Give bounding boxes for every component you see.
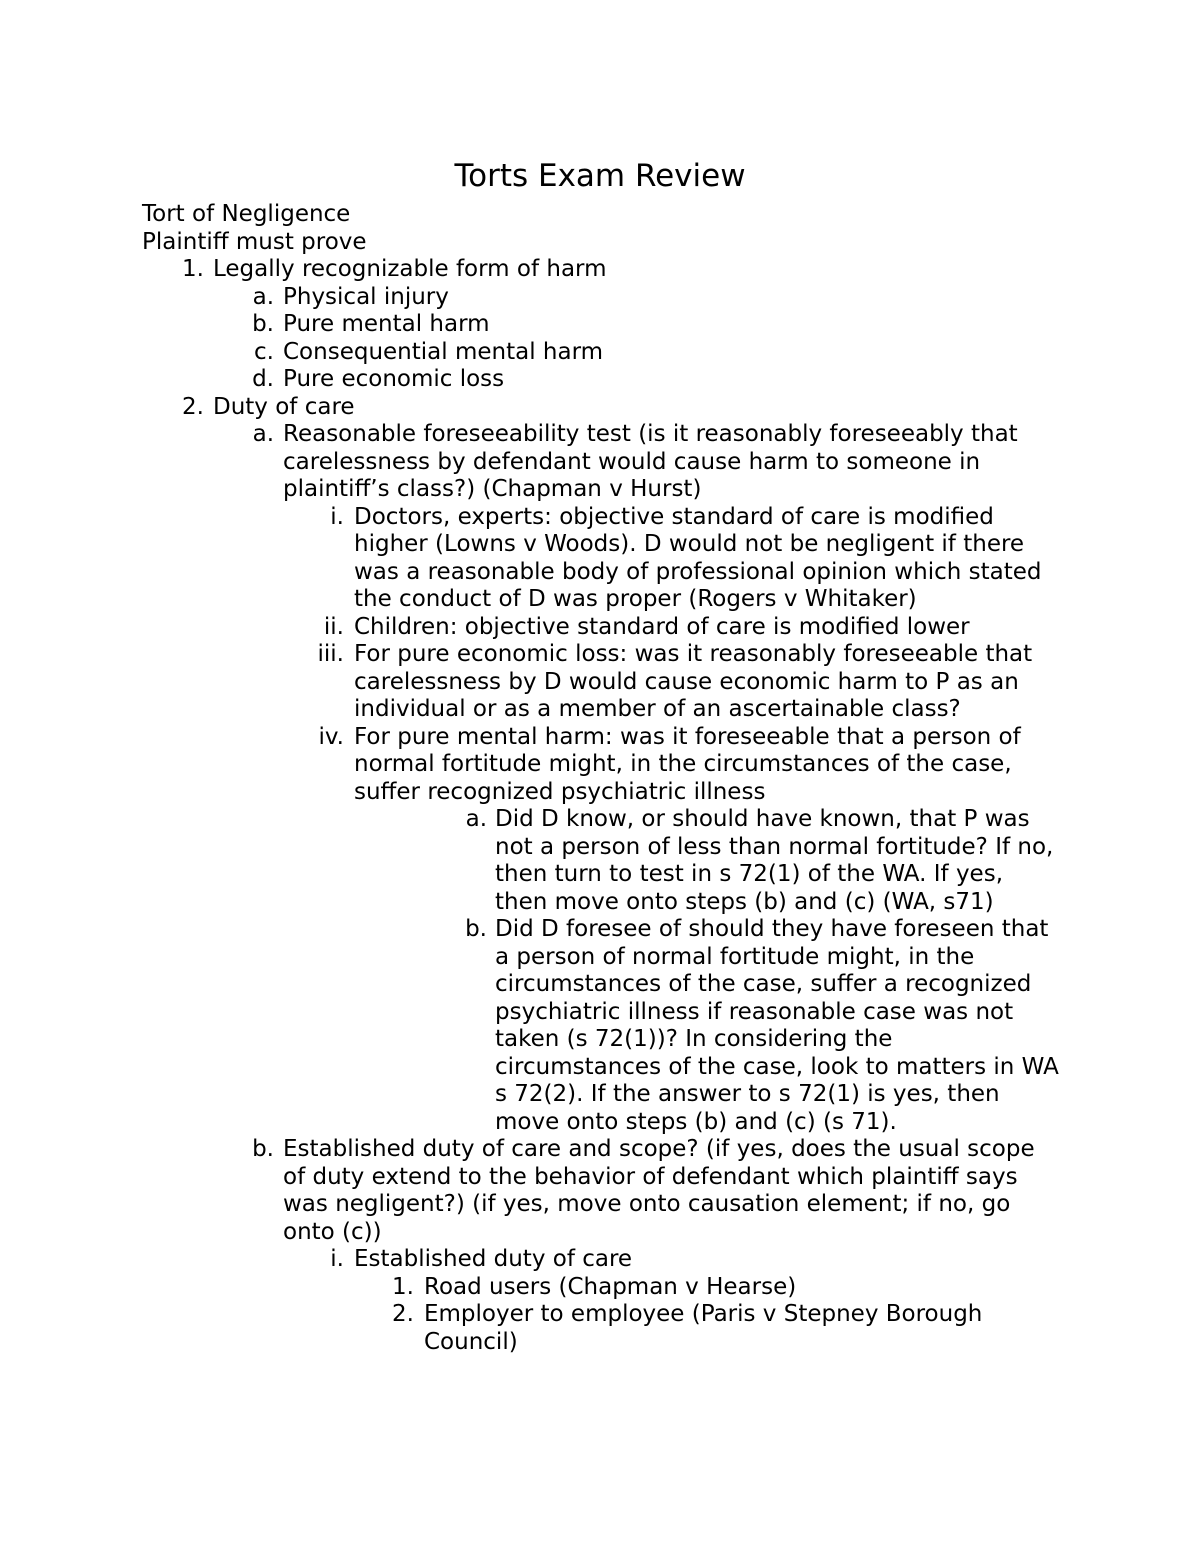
list-marker: 2. xyxy=(182,393,204,420)
list-marker: a. xyxy=(465,806,487,832)
list-item xyxy=(142,806,1062,916)
list-item-text: Pure economic loss xyxy=(283,366,505,392)
list-item xyxy=(142,394,1062,422)
list-item-text: Did D foresee of should they have foreseen that a person of normal fortitude might, in the circumstances of the case, suffer a recognized psychiatric illness if reasonable case was not taken (s 72(1))? In considering the circumstances of the case, look to matters in WA s 72(2). If the answer to s 72(1) is yes, then move onto steps (b) and (c) (s 71). xyxy=(495,916,1059,1135)
section-subheading: Plaintiff must prove xyxy=(142,228,367,255)
list-item xyxy=(142,641,1062,724)
list-item xyxy=(142,1274,1062,1302)
list-item xyxy=(142,284,1062,312)
list-item xyxy=(142,1301,1062,1356)
list-item-text: Road users (Chapman v Hearse) xyxy=(424,1273,797,1300)
list-marker: iv. xyxy=(318,723,344,750)
document-body xyxy=(142,201,1062,1356)
list-marker: i. xyxy=(330,1246,344,1272)
list-item xyxy=(142,1246,1062,1274)
list-item-text: Children: objective standard of care is modified lower xyxy=(354,613,970,640)
list-marker: 2. xyxy=(392,1301,414,1327)
list-item xyxy=(142,256,1062,284)
list-item xyxy=(142,916,1062,1136)
list-marker: ii. xyxy=(323,613,344,640)
list-item xyxy=(142,724,1062,807)
list-marker: i. xyxy=(330,503,344,530)
list-item xyxy=(142,366,1062,394)
list-item-text: Established duty of care xyxy=(354,1246,633,1272)
list-marker: a. xyxy=(252,283,274,310)
list-item-text: Physical injury xyxy=(283,283,449,310)
list-item xyxy=(142,504,1062,614)
list-item-text: For pure mental harm: was it foreseeable that a person of normal fortitude might, in the circumstances of the case, suffer recognized psychiatric illness xyxy=(354,723,1021,805)
list-item-text: Did D know, or should have known, that P was not a person of less than normal fortitude? If no, then turn to test in s 72(1) of the WA. If yes, then move onto steps (b) and (c) (WA, s71) xyxy=(495,806,1054,915)
list-marker: b. xyxy=(252,1136,274,1162)
list-marker: b. xyxy=(252,311,274,337)
list-marker: c. xyxy=(254,338,274,365)
list-marker: a. xyxy=(252,421,274,447)
list-marker: b. xyxy=(465,916,487,942)
list-item-text: For pure economic loss: was it reasonably foreseeable that carelessness by D would cause economic harm to P as an individual or as a member of an ascertainable class? xyxy=(354,641,1033,722)
list-item-text: Employer to employee (Paris v Stepney Borough Council) xyxy=(424,1301,983,1355)
list-item xyxy=(142,339,1062,367)
list-marker: 1. xyxy=(392,1273,414,1300)
list-item-text: Doctors, experts: objective standard of care is modified higher (Lowns v Woods). D would not be negligent if there was a reasonable body of professional opinion which stated the conduct of D was proper (Rogers v Whitaker) xyxy=(354,503,1042,612)
list-marker: d. xyxy=(252,366,274,392)
list-item-text: Legally recognizable form of harm xyxy=(213,256,607,282)
list-item-text: Established duty of care and scope? (if yes, does the usual scope of duty extend to the behavior of defendant which plaintiff says was negligent?) (if yes, move onto causation element; if no, go onto (c)) xyxy=(283,1136,1035,1245)
list-item xyxy=(142,614,1062,642)
list-item-text: Pure mental harm xyxy=(283,311,490,337)
list-marker: 1. xyxy=(182,256,204,282)
list-item-text: Consequential mental harm xyxy=(283,338,604,365)
list-item-text: Duty of care xyxy=(213,393,355,420)
list-item xyxy=(142,421,1062,504)
list-item xyxy=(142,311,1062,339)
section-heading: Tort of Negligence xyxy=(142,201,351,227)
list-marker: iii. xyxy=(317,641,344,667)
document-title: Torts Exam Review xyxy=(454,158,746,194)
list-item-text: Reasonable foreseeability test (is it reasonably foreseeably that carelessness by defendant would cause harm to someone in plaintiff’s class?) (Chapman v Hurst) xyxy=(283,421,1018,502)
list-item xyxy=(142,1136,1062,1246)
